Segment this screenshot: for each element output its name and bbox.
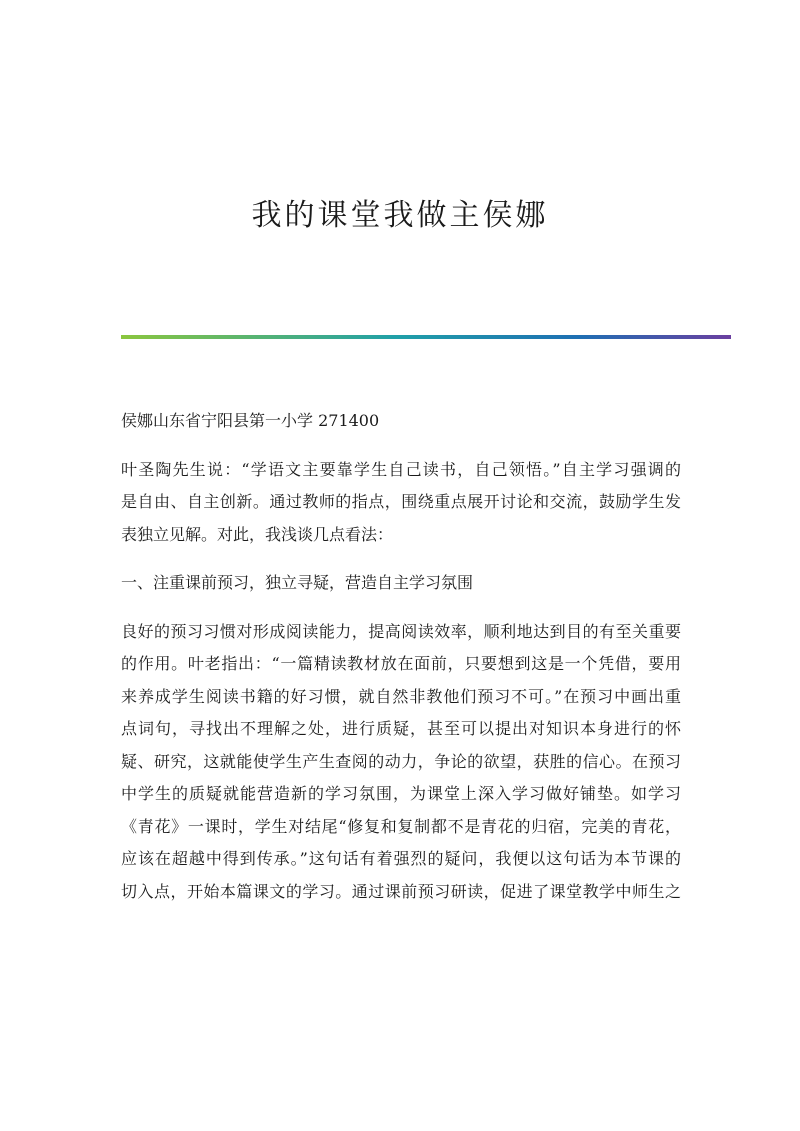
body-line: 中学生的质疑就能营造新的学习氛围，为课堂上深入学习做好铺垫。如学习 [121,784,681,803]
section-heading: 一、注重课前预习，独立寻疑，营造自主学习氛围 [121,573,474,592]
author-line: 侯娜山东省宁阳县第一小学 271400 [121,411,380,430]
intro-line: 表独立见解。对此，我浅谈几点看法： [121,524,394,544]
author-paragraph [121,405,681,438]
intro-line: 叶圣陶先生说：“学语文主要靠学生自己读书，自己领悟。”自主学习强调的 [121,459,681,479]
body-line: 疑、研究，这就能使学生产生查阅的动力，争论的欲望，获胜的信心。在预习 [121,751,681,771]
body-line: 《青花》一课时，学生对结尾“修复和复制都不是青花的归宿，完美的青花， [121,816,681,836]
body-line: 的作用。叶老指出：“一篇精读教材放在面前，只要想到这是一个凭借，要用 [121,654,681,673]
intro-paragraph [121,454,681,552]
body-paragraph [121,616,681,909]
document-body [121,405,681,924]
section-heading-paragraph [121,567,681,600]
body-line: 应该在超越中得到传承。”这句话有着强烈的疑问，我便以这句话为本节课的 [121,849,681,868]
body-line: 点词句，寻找出不理解之处，进行质疑，甚至可以提出对知识本身进行的怀 [121,719,681,738]
title-divider [121,335,731,339]
body-line: 来养成学生阅读书籍的好习惯，就自然非教他们预习不可。”在预习中画出重 [121,686,681,706]
document-title: 我的课堂我做主侯娜 [251,198,549,233]
body-line: 良好的预习习惯对形成阅读能力，提高阅读效率，顺利地达到目的有至关重要 [121,621,681,641]
body-line: 切入点，开始本篇课文的学习。通过课前预习研读，促进了课堂教学中师生之 [121,881,681,901]
intro-line: 是自由、自主创新。通过教师的指点，围绕重点展开讨论和交流，鼓励学生发 [121,492,681,511]
